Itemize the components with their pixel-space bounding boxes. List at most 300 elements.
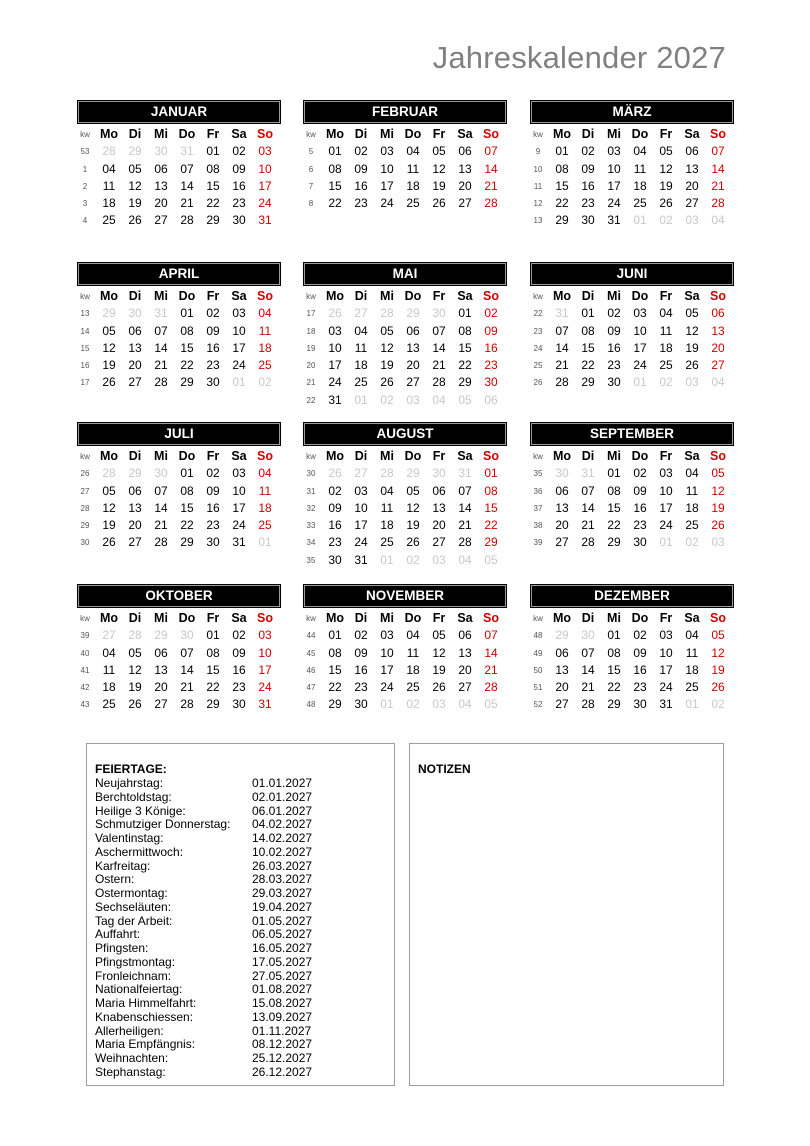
holiday-row [95,1038,335,1052]
day-cell: 28 [154,375,168,390]
holiday-date: 26.03.2027 [252,858,313,873]
month-block [77,262,281,392]
day-cell: 11 [258,483,272,498]
week-row [530,500,734,517]
day-cell: 13 [555,500,569,515]
adjacent-month-day: 03 [685,375,699,390]
weekday-label: So [257,127,273,141]
day-cell: 14 [180,662,194,677]
day-cell: 10 [659,483,673,498]
day-cell: 23 [232,196,246,211]
week-number: 35 [306,555,316,565]
day-cell: 09 [354,161,368,176]
day-cell: 23 [633,680,647,695]
week-number: 20 [306,361,316,371]
week-number: 32 [306,503,316,513]
day-cell: 20 [406,358,420,373]
holiday-row [95,791,335,805]
week-row [303,340,507,357]
holiday-name: Schmutziger Donnerstag: [95,817,231,832]
day-cell: 16 [484,340,498,355]
week-number: 26 [533,378,543,388]
week-row [530,357,734,374]
day-cell: 03 [232,466,246,481]
adjacent-month-day: 29 [406,306,420,321]
month-block [303,100,507,212]
weekday-label: Mo [99,449,119,463]
day-cell: 04 [685,466,699,481]
day-cell: 12 [128,178,142,193]
day-cell: 16 [354,662,368,677]
day-cell: 26 [380,375,394,390]
day-cell: 16 [232,178,246,193]
week-number: 30 [80,538,90,548]
weekday-label: Sa [231,127,247,141]
weekday-label: Mo [552,127,572,141]
holiday-name: Ostern: [95,872,135,887]
week-row [77,178,281,195]
notes-heading: NOTIZEN [418,762,471,776]
day-cell: 15 [484,500,498,515]
day-cell: 12 [380,340,394,355]
week-number-label: kw [306,130,316,139]
day-cell: 13 [154,178,168,193]
day-cell: 21 [432,358,446,373]
month-title: DEZEMBER [530,584,734,608]
week-row [77,357,281,374]
weekday-header-row [530,448,734,465]
month-title: SEPTEMBER [530,422,734,446]
day-cell: 13 [711,323,725,338]
day-cell: 25 [102,697,116,712]
holiday-date: 28.03.2027 [252,872,313,887]
day-cell: 05 [659,144,673,159]
week-number: 29 [80,521,90,531]
day-cell: 07 [581,645,595,660]
day-cell: 25 [380,535,394,550]
week-number: 17 [306,309,316,319]
day-cell: 21 [458,518,472,533]
holiday-name: Pfingstmontag: [95,954,176,969]
adjacent-month-day: 31 [180,144,194,159]
notes-box [409,743,724,1086]
week-number-label: kw [306,292,316,301]
week-row [77,374,281,391]
adjacent-month-day: 01 [354,392,368,407]
day-cell: 15 [607,662,621,677]
weekday-label: Do [631,449,649,463]
day-cell: 30 [633,535,647,550]
day-cell: 27 [555,535,569,550]
day-cell: 04 [102,645,116,660]
day-cell: 21 [711,178,725,193]
adjacent-month-day: 30 [555,466,569,481]
day-cell: 03 [354,483,368,498]
day-cell: 14 [484,161,498,176]
holiday-date: 01.01.2027 [252,776,313,790]
day-cell: 28 [180,213,194,228]
day-cell: 30 [633,697,647,712]
weekday-label: Sa [684,449,700,463]
adjacent-month-day: 05 [484,552,498,567]
day-cell: 12 [102,340,116,355]
week-row [77,323,281,340]
day-cell: 28 [458,535,472,550]
day-cell: 02 [206,306,220,321]
day-cell: 15 [206,662,220,677]
day-cell: 30 [232,697,246,712]
adjacent-month-day: 02 [711,697,725,712]
weekday-label: Fr [432,127,446,141]
day-cell: 25 [685,518,699,533]
day-cell: 16 [633,662,647,677]
day-cell: 24 [232,518,246,533]
day-cell: 03 [659,466,673,481]
adjacent-month-day: 02 [406,697,420,712]
weekday-label: Di [581,127,595,141]
weekday-label: Sa [231,289,247,303]
day-cell: 13 [128,500,142,515]
day-cell: 20 [458,178,472,193]
adjacent-month-day: 30 [432,466,446,481]
day-cell: 25 [354,375,368,390]
week-number: 1 [82,164,88,174]
day-cell: 20 [685,178,699,193]
week-row [530,679,734,696]
weekday-label: Mo [99,127,119,141]
day-cell: 16 [206,340,220,355]
adjacent-month-day: 30 [180,628,194,643]
day-cell: 22 [180,518,194,533]
holiday-row [95,1066,335,1080]
weekday-label: Mi [607,449,621,463]
month-block [77,584,281,714]
holiday-date: 14.02.2027 [252,831,313,845]
day-cell: 08 [328,645,342,660]
day-cell: 10 [258,645,272,660]
day-cell: 20 [432,518,446,533]
day-cell: 13 [128,340,142,355]
day-cell: 25 [258,358,272,373]
day-cell: 29 [180,535,194,550]
week-row [77,517,281,534]
day-cell: 18 [406,662,420,677]
adjacent-month-day: 05 [458,392,472,407]
holiday-date: 26.12.2027 [252,1064,313,1079]
weekday-label: So [257,449,273,463]
day-cell: 04 [633,144,647,159]
week-number: 49 [533,648,543,658]
adjacent-month-day: 30 [432,306,446,321]
weekday-label: Fr [432,449,446,463]
day-cell: 31 [607,213,621,228]
adjacent-month-day: 02 [659,375,673,390]
adjacent-month-day: 27 [102,628,116,643]
day-cell: 01 [581,306,595,321]
weekday-label: Di [128,127,142,141]
day-cell: 24 [659,518,673,533]
week-row [530,465,734,482]
week-row [77,662,281,679]
day-cell: 01 [206,144,220,159]
adjacent-month-day: 28 [128,628,142,643]
day-cell: 22 [555,196,569,211]
day-cell: 08 [206,645,220,660]
adjacent-month-day: 31 [555,306,569,321]
week-number: 22 [533,309,543,319]
adjacent-month-day: 30 [128,306,142,321]
day-cell: 27 [154,697,168,712]
day-cell: 23 [206,518,220,533]
day-cell: 14 [154,340,168,355]
week-number: 42 [80,683,90,693]
adjacent-month-day: 28 [102,144,116,159]
weekday-label: Sa [684,127,700,141]
day-cell: 24 [380,196,394,211]
day-cell: 14 [581,662,595,677]
holiday-date: 01.08.2027 [252,982,313,997]
day-cell: 24 [328,375,342,390]
day-cell: 07 [180,645,194,660]
day-cell: 31 [328,392,342,407]
day-cell: 02 [607,306,621,321]
day-cell: 27 [128,375,142,390]
day-cell: 14 [581,500,595,515]
day-cell: 18 [685,500,699,515]
week-row [303,465,507,482]
day-cell: 24 [258,680,272,695]
holiday-row [95,777,335,791]
week-row [303,517,507,534]
adjacent-month-day: 30 [154,144,168,159]
day-cell: 02 [633,628,647,643]
weekday-label: Do [631,611,649,625]
holiday-row [95,970,335,984]
day-cell: 22 [607,518,621,533]
day-cell: 03 [633,306,647,321]
day-cell: 06 [555,645,569,660]
day-cell: 16 [328,518,342,533]
day-cell: 03 [607,144,621,159]
day-cell: 06 [128,483,142,498]
day-cell: 31 [258,213,272,228]
holidays-box [86,743,395,1086]
week-number-label: kw [533,292,543,301]
day-cell: 05 [432,628,446,643]
weekday-label: Mo [552,289,572,303]
day-cell: 19 [102,518,116,533]
day-cell: 30 [581,213,595,228]
day-cell: 28 [581,697,595,712]
day-cell: 07 [581,483,595,498]
weekday-label: Fr [659,611,673,625]
weekday-label: Mo [99,611,119,625]
day-cell: 18 [258,500,272,515]
day-cell: 16 [633,500,647,515]
day-cell: 15 [581,340,595,355]
week-row [530,696,734,713]
holiday-row [95,818,335,832]
week-row [303,534,507,551]
week-number: 14 [80,326,90,336]
day-cell: 21 [180,680,194,695]
month-block [530,584,734,714]
week-row [303,392,507,409]
day-cell: 08 [206,161,220,176]
holiday-row [95,956,335,970]
weekday-header-row [303,610,507,627]
week-number: 17 [80,378,90,388]
weekday-label: Di [354,449,368,463]
weekday-header-row [303,448,507,465]
holiday-date: 13.09.2027 [252,1009,313,1024]
month-block [77,422,281,552]
holiday-name: Maria Empfängnis: [95,1037,196,1052]
day-cell: 01 [328,144,342,159]
adjacent-month-day: 04 [458,697,472,712]
week-number-label: kw [306,614,316,623]
week-row [530,143,734,160]
day-cell: 11 [633,161,647,176]
holiday-date: 15.08.2027 [252,996,313,1010]
day-cell: 07 [458,483,472,498]
day-cell: 22 [206,196,220,211]
adjacent-month-day: 03 [685,213,699,228]
adjacent-month-day: 31 [581,466,595,481]
day-cell: 19 [128,196,142,211]
day-cell: 07 [432,323,446,338]
day-cell: 03 [258,628,272,643]
day-cell: 06 [555,483,569,498]
weekday-label: So [257,289,273,303]
day-cell: 04 [354,323,368,338]
weekday-label: Mi [607,611,621,625]
holiday-row [95,805,335,819]
holidays-heading: FEIERTAGE: [95,762,167,776]
day-cell: 17 [659,662,673,677]
day-cell: 26 [432,680,446,695]
day-cell: 21 [154,358,168,373]
week-number: 52 [533,700,543,710]
week-number: 39 [533,538,543,548]
day-cell: 13 [406,340,420,355]
weekday-header-row [77,288,281,305]
holidays-list [95,777,335,1080]
day-cell: 10 [380,645,394,660]
day-cell: 14 [432,340,446,355]
holiday-name: Allerheiligen: [95,1023,164,1038]
holiday-row [95,915,335,929]
week-row [77,645,281,662]
day-cell: 02 [484,306,498,321]
month-block [303,262,507,409]
day-cell: 27 [685,196,699,211]
day-cell: 28 [581,535,595,550]
day-cell: 17 [258,178,272,193]
day-cell: 04 [102,161,116,176]
weekday-label: Mo [325,449,345,463]
day-cell: 25 [685,680,699,695]
day-cell: 26 [685,358,699,373]
holiday-name: Maria Himmelfahrt: [95,996,197,1010]
week-row [530,212,734,229]
day-cell: 30 [354,697,368,712]
day-cell: 05 [406,483,420,498]
day-cell: 30 [607,375,621,390]
day-cell: 26 [128,697,142,712]
weekday-label: So [710,449,726,463]
week-row [303,679,507,696]
day-cell: 31 [258,697,272,712]
week-row [530,517,734,534]
day-cell: 18 [380,518,394,533]
adjacent-month-day: 02 [258,375,272,390]
week-row [303,552,507,569]
weekday-label: So [483,611,499,625]
week-row [77,161,281,178]
day-cell: 05 [128,161,142,176]
week-number: 34 [306,538,316,548]
holiday-date: 02.01.2027 [252,789,313,804]
day-cell: 12 [102,500,116,515]
day-cell: 23 [484,358,498,373]
week-number: 13 [533,216,543,226]
weekday-header-row [303,288,507,305]
week-row [530,195,734,212]
adjacent-month-day: 05 [484,697,498,712]
day-cell: 23 [581,196,595,211]
adjacent-month-day: 02 [406,552,420,567]
weekday-label: Do [178,127,196,141]
week-row [530,305,734,322]
holiday-row [95,928,335,942]
day-cell: 30 [206,375,220,390]
adjacent-month-day: 02 [685,535,699,550]
weekday-label: Mo [99,289,119,303]
day-cell: 26 [659,196,673,211]
weekday-label: Sa [231,449,247,463]
day-cell: 23 [607,358,621,373]
week-number: 18 [306,326,316,336]
holiday-date: 01.05.2027 [252,913,313,928]
day-cell: 29 [607,697,621,712]
day-cell: 09 [354,645,368,660]
day-cell: 02 [232,628,246,643]
week-number-label: kw [306,452,316,461]
week-row [303,627,507,644]
day-cell: 12 [406,500,420,515]
day-cell: 11 [685,645,699,660]
weekday-label: Do [178,289,196,303]
adjacent-month-day: 29 [154,628,168,643]
day-cell: 15 [328,662,342,677]
day-cell: 09 [607,323,621,338]
adjacent-month-day: 02 [659,213,673,228]
week-row [530,323,734,340]
holiday-row [95,860,335,874]
weekday-header-row [303,126,507,143]
weekday-label: Sa [457,127,473,141]
week-number: 5 [308,147,314,157]
holiday-date: 16.05.2027 [252,941,313,955]
weekday-label: Do [404,289,422,303]
day-cell: 04 [258,306,272,321]
week-row [530,340,734,357]
week-number: 19 [306,343,316,353]
day-cell: 19 [432,178,446,193]
day-cell: 15 [555,178,569,193]
day-cell: 27 [406,375,420,390]
